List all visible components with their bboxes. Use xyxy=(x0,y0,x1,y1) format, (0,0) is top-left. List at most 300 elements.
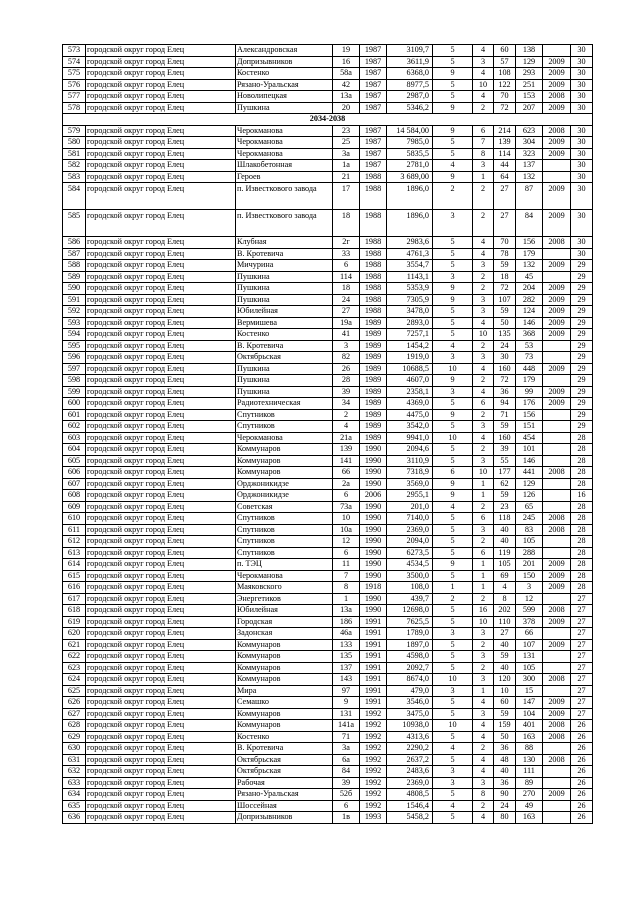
floors-cell: 10 xyxy=(433,432,473,444)
table-row xyxy=(63,766,593,778)
year-built-cell: 1987 xyxy=(360,79,387,91)
municipality-cell: городской округ город Елец xyxy=(86,685,236,697)
table-row xyxy=(63,789,593,801)
total-area-cell: 7257,1 xyxy=(387,329,433,341)
row-number-cell: 628 xyxy=(63,720,86,732)
residents-cell: 132 xyxy=(516,171,543,183)
residents-cell: 107 xyxy=(516,639,543,651)
row-number-cell: 598 xyxy=(63,375,86,387)
apartments-cell: 70 xyxy=(494,91,516,103)
year-built-cell: 1990 xyxy=(360,444,387,456)
residents-cell: 153 xyxy=(516,91,543,103)
row-number-cell: 609 xyxy=(63,501,86,513)
residents-cell: 163 xyxy=(516,731,543,743)
entrances-cell: 6 xyxy=(473,513,494,525)
floors-cell: 9 xyxy=(433,375,473,387)
house-number-cell: 8 xyxy=(333,582,360,594)
floors-cell: 9 xyxy=(433,102,473,114)
apartments-cell: 4 xyxy=(494,582,516,594)
entrances-cell: 3 xyxy=(473,651,494,663)
municipality-cell: городской округ город Елец xyxy=(86,183,236,210)
service-life-cell: 30 xyxy=(571,125,593,137)
residents-cell: 176 xyxy=(516,398,543,410)
residents-cell: 66 xyxy=(516,628,543,640)
service-life-cell: 29 xyxy=(571,375,593,387)
residents-cell: 201 xyxy=(516,559,543,571)
table-row xyxy=(63,444,593,456)
residents-cell: 137 xyxy=(516,160,543,172)
apartments-cell: 8 xyxy=(494,593,516,605)
municipality-cell: городской округ город Елец xyxy=(86,628,236,640)
row-number-cell: 586 xyxy=(63,237,86,249)
residents-cell: 105 xyxy=(516,662,543,674)
entrances-cell: 4 xyxy=(473,248,494,260)
service-life-cell: 28 xyxy=(571,536,593,548)
street-cell: Радиотехническая xyxy=(236,398,333,410)
entrances-cell: 4 xyxy=(473,91,494,103)
year-built-cell: 1989 xyxy=(360,340,387,352)
service-life-cell: 26 xyxy=(571,777,593,789)
year-built-cell: 2006 xyxy=(360,490,387,502)
apartments-cell: 105 xyxy=(494,559,516,571)
apartments-cell: 159 xyxy=(494,720,516,732)
total-area-cell: 4761,3 xyxy=(387,248,433,260)
overhaul-year-cell: 2009 xyxy=(543,148,571,160)
overhaul-year-cell: 2009 xyxy=(543,260,571,272)
row-number-cell: 624 xyxy=(63,674,86,686)
residents-cell: 105 xyxy=(516,536,543,548)
entrances-cell: 3 xyxy=(473,524,494,536)
overhaul-year-cell xyxy=(543,662,571,674)
row-number-cell: 576 xyxy=(63,79,86,91)
municipality-cell: городской округ город Елец xyxy=(86,409,236,421)
total-area-cell: 4808,5 xyxy=(387,789,433,801)
row-number-cell: 618 xyxy=(63,605,86,617)
municipality-cell: городской округ город Елец xyxy=(86,501,236,513)
floors-cell: 9 xyxy=(433,68,473,80)
house-number-cell: 143 xyxy=(333,674,360,686)
residents-cell: 378 xyxy=(516,616,543,628)
entrances-cell: 1 xyxy=(473,490,494,502)
street-cell: Коммунаров xyxy=(236,455,333,467)
floors-cell: 1 xyxy=(433,582,473,594)
street-cell: Спутников xyxy=(236,421,333,433)
floors-cell: 3 xyxy=(433,766,473,778)
apartments-cell: 59 xyxy=(494,421,516,433)
service-life-cell: 28 xyxy=(571,467,593,479)
row-number-cell: 591 xyxy=(63,294,86,306)
total-area-cell: 1919,0 xyxy=(387,352,433,364)
year-built-cell: 1987 xyxy=(360,45,387,57)
entrances-cell: 1 xyxy=(473,582,494,594)
year-built-cell: 1989 xyxy=(360,386,387,398)
street-cell: Героев xyxy=(236,171,333,183)
residents-cell: 282 xyxy=(516,294,543,306)
municipality-cell: городской округ город Елец xyxy=(86,317,236,329)
residents-cell: 132 xyxy=(516,260,543,272)
apartments-cell: 122 xyxy=(494,79,516,91)
entrances-cell: 3 xyxy=(473,421,494,433)
table-row xyxy=(63,183,593,210)
overhaul-year-cell: 2009 xyxy=(543,102,571,114)
residents-cell: 129 xyxy=(516,478,543,490)
house-number-cell: 39 xyxy=(333,386,360,398)
total-area-cell: 3475,0 xyxy=(387,708,433,720)
municipality-cell: городской округ город Елец xyxy=(86,789,236,801)
residents-cell: 623 xyxy=(516,125,543,137)
house-number-cell: 24 xyxy=(333,294,360,306)
residents-cell: 146 xyxy=(516,317,543,329)
street-cell: Коммунаров xyxy=(236,444,333,456)
street-cell: Октябрьская xyxy=(236,352,333,364)
apartments-cell: 30 xyxy=(494,352,516,364)
overhaul-year-cell xyxy=(543,45,571,57)
municipality-cell: городской округ город Елец xyxy=(86,386,236,398)
total-area-cell: 3500,0 xyxy=(387,570,433,582)
floors-cell: 5 xyxy=(433,248,473,260)
service-life-cell: 29 xyxy=(571,340,593,352)
residents-cell: 146 xyxy=(516,455,543,467)
floors-cell: 5 xyxy=(433,524,473,536)
service-life-cell: 28 xyxy=(571,455,593,467)
house-number-cell: 42 xyxy=(333,79,360,91)
year-built-cell: 1988 xyxy=(360,294,387,306)
floors-cell: 5 xyxy=(433,639,473,651)
service-life-cell: 29 xyxy=(571,421,593,433)
overhaul-year-cell: 2009 xyxy=(543,306,571,318)
street-cell: Спутников xyxy=(236,524,333,536)
total-area-cell: 2092,7 xyxy=(387,662,433,674)
floors-cell: 5 xyxy=(433,329,473,341)
municipality-cell: городской округ город Елец xyxy=(86,524,236,536)
municipality-cell: городской округ город Елец xyxy=(86,329,236,341)
house-number-cell: 10а xyxy=(333,524,360,536)
table-row xyxy=(63,490,593,502)
apartments-cell: 70 xyxy=(494,237,516,249)
year-built-cell: 1991 xyxy=(360,685,387,697)
row-number-cell: 623 xyxy=(63,662,86,674)
residents-cell: 207 xyxy=(516,102,543,114)
year-built-cell: 1988 xyxy=(360,183,387,210)
table-row xyxy=(63,478,593,490)
street-cell: Коммунаров xyxy=(236,467,333,479)
overhaul-year-cell xyxy=(543,421,571,433)
total-area-cell: 108,0 xyxy=(387,582,433,594)
year-built-cell: 1989 xyxy=(360,375,387,387)
residents-cell: 15 xyxy=(516,685,543,697)
entrances-cell: 6 xyxy=(473,398,494,410)
total-area-cell: 4598,0 xyxy=(387,651,433,663)
row-number-cell: 603 xyxy=(63,432,86,444)
street-cell: Коммунаров xyxy=(236,651,333,663)
year-built-cell: 1990 xyxy=(360,501,387,513)
house-number-cell: 6 xyxy=(333,800,360,812)
entrances-cell: 2 xyxy=(473,743,494,755)
row-number-cell: 597 xyxy=(63,363,86,375)
total-area-cell: 2290,2 xyxy=(387,743,433,755)
municipality-cell: городской округ город Елец xyxy=(86,547,236,559)
table-row xyxy=(63,812,593,824)
table-row xyxy=(63,375,593,387)
entrances-cell: 8 xyxy=(473,148,494,160)
year-built-cell: 1991 xyxy=(360,697,387,709)
house-number-cell: 13а xyxy=(333,605,360,617)
overhaul-year-cell: 2008 xyxy=(543,754,571,766)
service-life-cell: 28 xyxy=(571,570,593,582)
street-cell: п. Известкового завода xyxy=(236,210,333,237)
total-area-cell: 7140,0 xyxy=(387,513,433,525)
residents-cell: 73 xyxy=(516,352,543,364)
street-cell: Пушкина xyxy=(236,102,333,114)
total-area-cell: 2094,0 xyxy=(387,536,433,548)
municipality-cell: городской округ город Елец xyxy=(86,812,236,824)
apartments-cell: 40 xyxy=(494,536,516,548)
table-row xyxy=(63,137,593,149)
service-life-cell: 26 xyxy=(571,800,593,812)
total-area-cell: 3478,0 xyxy=(387,306,433,318)
overhaul-year-cell xyxy=(543,593,571,605)
municipality-cell: городской округ город Елец xyxy=(86,68,236,80)
house-number-cell: 19а xyxy=(333,317,360,329)
residents-cell: 288 xyxy=(516,547,543,559)
house-number-cell: 131 xyxy=(333,708,360,720)
overhaul-year-cell xyxy=(543,547,571,559)
entrances-cell: 4 xyxy=(473,317,494,329)
overhaul-year-cell xyxy=(543,766,571,778)
house-number-cell: 12 xyxy=(333,536,360,548)
street-cell: п. Известкового завода xyxy=(236,183,333,210)
residents-cell: 270 xyxy=(516,789,543,801)
street-cell: В. Кротевича xyxy=(236,248,333,260)
row-number-cell: 620 xyxy=(63,628,86,640)
entrances-cell: 1 xyxy=(473,570,494,582)
year-built-cell: 1992 xyxy=(360,777,387,789)
table-row xyxy=(63,160,593,172)
apartments-cell: 108 xyxy=(494,68,516,80)
entrances-cell: 3 xyxy=(473,628,494,640)
year-built-cell: 1993 xyxy=(360,812,387,824)
floors-cell: 4 xyxy=(433,160,473,172)
row-number-cell: 612 xyxy=(63,536,86,548)
municipality-cell: городской округ город Елец xyxy=(86,398,236,410)
apartments-cell: 119 xyxy=(494,547,516,559)
table-row xyxy=(63,720,593,732)
street-cell: п. ТЭЦ xyxy=(236,559,333,571)
row-number-cell: 596 xyxy=(63,352,86,364)
street-cell: Черокманова xyxy=(236,125,333,137)
house-number-cell: 84 xyxy=(333,766,360,778)
house-number-cell: 6 xyxy=(333,547,360,559)
year-built-cell: 1990 xyxy=(360,593,387,605)
municipality-cell: городской округ город Елец xyxy=(86,237,236,249)
entrances-cell: 3 xyxy=(473,455,494,467)
overhaul-year-cell xyxy=(543,651,571,663)
table-row xyxy=(63,685,593,697)
house-number-cell: 18 xyxy=(333,283,360,295)
street-cell: В. Кротевича xyxy=(236,340,333,352)
service-life-cell: 16 xyxy=(571,490,593,502)
table-row xyxy=(63,582,593,594)
total-area-cell: 2781,0 xyxy=(387,160,433,172)
municipality-cell: городской округ город Елец xyxy=(86,467,236,479)
floors-cell: 6 xyxy=(433,467,473,479)
municipality-cell: городской округ город Елец xyxy=(86,559,236,571)
house-number-cell: 71 xyxy=(333,731,360,743)
overhaul-year-cell: 2009 xyxy=(543,317,571,329)
section-label: 2034-2038 xyxy=(63,114,593,126)
row-number-cell: 622 xyxy=(63,651,86,663)
floors-cell: 4 xyxy=(433,800,473,812)
service-life-cell: 28 xyxy=(571,501,593,513)
apartments-cell: 139 xyxy=(494,137,516,149)
entrances-cell: 2 xyxy=(473,662,494,674)
residents-cell: 84 xyxy=(516,210,543,237)
overhaul-year-cell xyxy=(543,777,571,789)
floors-cell: 9 xyxy=(433,171,473,183)
year-built-cell: 1989 xyxy=(360,432,387,444)
row-number-cell: 606 xyxy=(63,467,86,479)
street-cell: Черокманова xyxy=(236,148,333,160)
table-row xyxy=(63,283,593,295)
floors-cell: 5 xyxy=(433,56,473,68)
apartments-cell: 160 xyxy=(494,363,516,375)
total-area-cell: 7625,5 xyxy=(387,616,433,628)
street-cell: Спутников xyxy=(236,409,333,421)
street-cell: Черокманова xyxy=(236,432,333,444)
apartments-cell: 40 xyxy=(494,662,516,674)
total-area-cell: 5346,2 xyxy=(387,102,433,114)
total-area-cell: 479,0 xyxy=(387,685,433,697)
table-row xyxy=(63,708,593,720)
row-number-cell: 577 xyxy=(63,91,86,103)
year-built-cell: 1990 xyxy=(360,524,387,536)
total-area-cell: 2983,6 xyxy=(387,237,433,249)
overhaul-year-cell: 2009 xyxy=(543,697,571,709)
entrances-cell: 4 xyxy=(473,45,494,57)
floors-cell: 5 xyxy=(433,306,473,318)
street-cell: Орджоникидзе xyxy=(236,490,333,502)
floors-cell: 9 xyxy=(433,125,473,137)
row-number-cell: 610 xyxy=(63,513,86,525)
overhaul-year-cell xyxy=(543,478,571,490)
row-number-cell: 621 xyxy=(63,639,86,651)
row-number-cell: 614 xyxy=(63,559,86,571)
municipality-cell: городской округ город Елец xyxy=(86,102,236,114)
overhaul-year-cell: 2009 xyxy=(543,639,571,651)
overhaul-year-cell xyxy=(543,432,571,444)
house-number-cell: 4 xyxy=(333,421,360,433)
service-life-cell: 27 xyxy=(571,662,593,674)
house-number-cell: 139 xyxy=(333,444,360,456)
overhaul-year-cell xyxy=(543,490,571,502)
total-area-cell: 3569,0 xyxy=(387,478,433,490)
year-built-cell: 1918 xyxy=(360,582,387,594)
floors-cell: 3 xyxy=(433,352,473,364)
street-cell: Рязано-Уральская xyxy=(236,79,333,91)
residents-cell: 401 xyxy=(516,720,543,732)
street-cell: Коммунаров xyxy=(236,708,333,720)
overhaul-year-cell: 2009 xyxy=(543,283,571,295)
street-cell: Вермишева xyxy=(236,317,333,329)
apartments-cell: 71 xyxy=(494,409,516,421)
overhaul-year-cell: 2009 xyxy=(543,210,571,237)
house-number-cell: 3а xyxy=(333,743,360,755)
house-number-cell: 6 xyxy=(333,490,360,502)
table-row xyxy=(63,102,593,114)
street-cell: Спутников xyxy=(236,547,333,559)
year-built-cell: 1990 xyxy=(360,513,387,525)
year-built-cell: 1990 xyxy=(360,455,387,467)
table-row xyxy=(63,547,593,559)
year-built-cell: 1989 xyxy=(360,409,387,421)
total-area-cell: 1143,1 xyxy=(387,271,433,283)
residents-cell: 49 xyxy=(516,800,543,812)
table-row xyxy=(63,171,593,183)
row-number-cell: 630 xyxy=(63,743,86,755)
street-cell: Задонская xyxy=(236,628,333,640)
apartments-cell: 59 xyxy=(494,260,516,272)
table-row xyxy=(63,363,593,375)
residents-cell: 111 xyxy=(516,766,543,778)
municipality-cell: городской округ город Елец xyxy=(86,708,236,720)
service-life-cell: 30 xyxy=(571,45,593,57)
table-row xyxy=(63,237,593,249)
entrances-cell: 4 xyxy=(473,386,494,398)
floors-cell: 5 xyxy=(433,148,473,160)
overhaul-year-cell: 2008 xyxy=(543,720,571,732)
municipality-cell: городской округ город Елец xyxy=(86,777,236,789)
service-life-cell: 30 xyxy=(571,160,593,172)
total-area-cell: 7318,9 xyxy=(387,467,433,479)
year-built-cell: 1989 xyxy=(360,317,387,329)
table-row xyxy=(63,467,593,479)
apartments-cell: 72 xyxy=(494,283,516,295)
year-built-cell: 1992 xyxy=(360,708,387,720)
service-life-cell: 26 xyxy=(571,766,593,778)
overhaul-year-cell: 2009 xyxy=(543,559,571,571)
apartments-cell: 24 xyxy=(494,800,516,812)
table-row xyxy=(63,260,593,272)
total-area-cell: 4475,0 xyxy=(387,409,433,421)
total-area-cell: 2893,0 xyxy=(387,317,433,329)
table-row xyxy=(63,148,593,160)
total-area-cell: 5458,2 xyxy=(387,812,433,824)
row-number-cell: 613 xyxy=(63,547,86,559)
floors-cell: 3 xyxy=(433,628,473,640)
residents-cell: 368 xyxy=(516,329,543,341)
apartments-cell: 40 xyxy=(494,524,516,536)
entrances-cell: 2 xyxy=(473,271,494,283)
table-row xyxy=(63,340,593,352)
municipality-cell: городской округ город Елец xyxy=(86,171,236,183)
total-area-cell: 3110,9 xyxy=(387,455,433,467)
total-area-cell: 3611,9 xyxy=(387,56,433,68)
floors-cell: 5 xyxy=(433,651,473,663)
house-number-cell: 133 xyxy=(333,639,360,651)
apartments-cell: 27 xyxy=(494,628,516,640)
residents-cell: 99 xyxy=(516,386,543,398)
apartments-cell: 94 xyxy=(494,398,516,410)
year-built-cell: 1992 xyxy=(360,754,387,766)
row-number-cell: 605 xyxy=(63,455,86,467)
total-area-cell: 1454,2 xyxy=(387,340,433,352)
residents-cell: 12 xyxy=(516,593,543,605)
service-life-cell: 30 xyxy=(571,210,593,237)
row-number-cell: 585 xyxy=(63,210,86,237)
house-number-cell: 141 xyxy=(333,455,360,467)
house-number-cell: 97 xyxy=(333,685,360,697)
apartments-cell: 59 xyxy=(494,306,516,318)
